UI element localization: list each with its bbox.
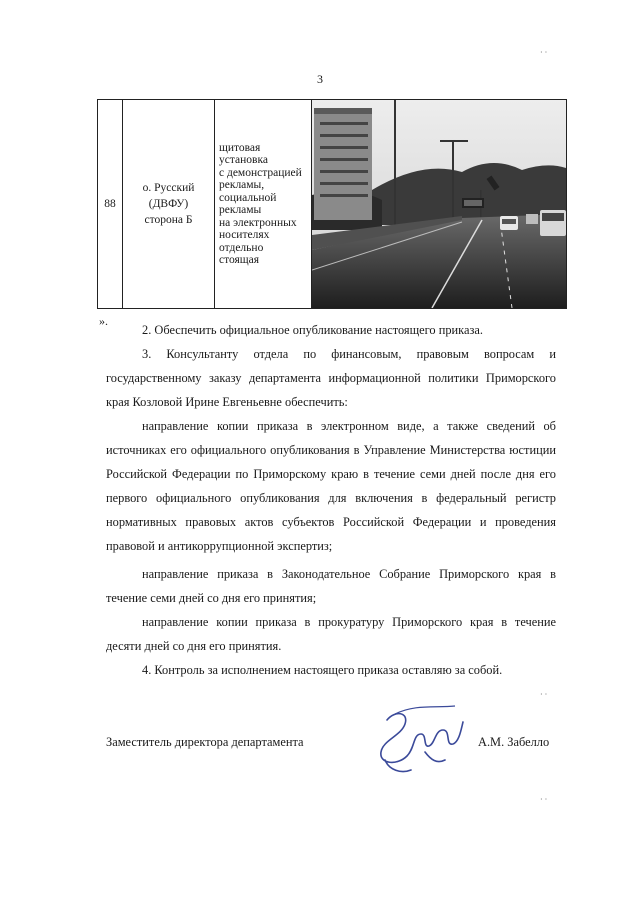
table-row (98, 100, 567, 309)
location-line: (ДВФУ) (148, 198, 189, 210)
placement-photo (312, 100, 567, 309)
paragraph (106, 318, 556, 342)
description-line: рекламы, (219, 179, 265, 191)
paragraph (106, 414, 556, 558)
description-line: стоящая (219, 254, 260, 266)
description-line: социальной (219, 191, 277, 204)
handwritten-signature (365, 700, 475, 780)
description-line: отдельно (219, 241, 264, 254)
description-line: с демонстрацией (219, 166, 302, 179)
ad-placement-table (97, 99, 567, 309)
description-line: носителях (219, 229, 270, 241)
description-line: на электронных (219, 216, 297, 229)
location-line: сторона Б (144, 214, 193, 226)
paragraph (106, 342, 556, 414)
paragraph-text: направление приказа в Законодательное Собрание Приморского края в течение семи дней со дня его принятия; (106, 567, 556, 605)
location-cell (123, 100, 215, 309)
road-billboard-photo (312, 100, 566, 308)
description-line: установка (219, 154, 268, 166)
description-line: рекламы (219, 204, 262, 216)
signatory-name: А.М. Забелло (478, 735, 550, 749)
description-cell (215, 100, 312, 309)
description-line: щитовая (219, 141, 261, 154)
paragraph-text: направление копии приказа в электронном виде, а также сведений об источниках его официального опубликования в Управление Министерства юстиции Российской Федерации по Приморскому краю в течение семи дней после дня его первого официального опубликования для включения в федеральный регистр нормативных правовых актов субъектов Российской Федерации и проведения правовой и антикоррупционной экспертиз; (106, 419, 556, 553)
paragraph-text: 2. Обеспечить официальное опубликование настоящего приказа. (142, 323, 483, 337)
paragraph (106, 562, 556, 610)
scan-artifact: · · (540, 48, 548, 57)
paragraph (106, 658, 556, 682)
paragraph-text: направление копии приказа в прокуратуру Приморского края в течение десяти дней со дня его принятия. (106, 615, 556, 653)
closing-quote: ». (99, 314, 108, 328)
scan-artifact: · · (540, 795, 548, 804)
paragraph-text: 4. Контроль за исполнением настоящего приказа оставляю за собой. (142, 663, 503, 677)
paragraph-text: 3. Консультанту отдела по финансовым, правовым вопросам и государственному заказу департамента информационной политики Приморского края Козловой Ирине Евгеньевне обеспечить: (106, 347, 556, 409)
page-number: 3 (317, 72, 323, 86)
paragraph (106, 610, 556, 658)
signatory-position: Заместитель директора департамента (106, 735, 304, 749)
row-number: 88 (98, 100, 123, 309)
scan-artifact: · · (540, 690, 548, 699)
location-line: о. Русский (142, 182, 195, 194)
